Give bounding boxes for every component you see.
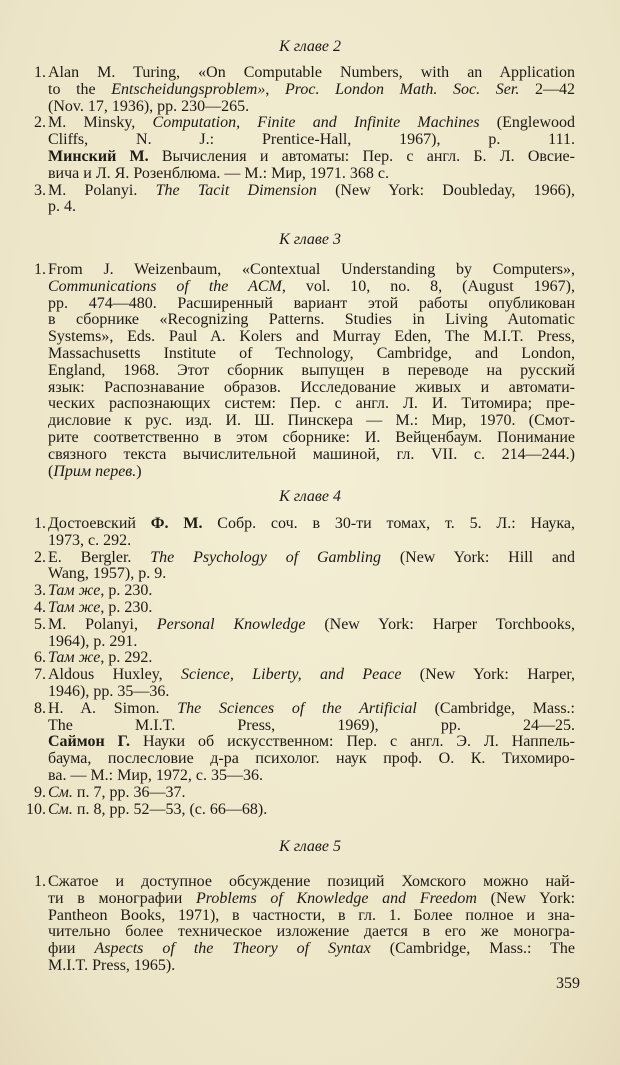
footnote [0, 262, 620, 480]
italic-text: Personal Knowledge [156, 615, 306, 633]
text-run: (Cambridge, Mass.: The [370, 940, 576, 958]
section-heading: К главе 3 [279, 231, 341, 248]
text-line [48, 924, 575, 941]
italic-text: Там же [48, 582, 101, 600]
italic-text: Там же [48, 598, 101, 616]
text-line [48, 166, 575, 183]
footnote [0, 874, 620, 975]
text-line [48, 329, 575, 346]
text-line [48, 684, 575, 701]
footnote-number: 4. [34, 598, 46, 616]
footnote [0, 516, 620, 550]
text-run: M. Polanyi, [48, 615, 157, 633]
text-run: Systems», Eds. Paul A. Kolers and Murray Eden, The M.I.T. Press, [48, 328, 575, 346]
text-line [48, 751, 575, 768]
text-line [48, 363, 575, 380]
text-run: фии [48, 940, 95, 958]
text-line [48, 65, 575, 82]
footnote-number: 1. [34, 515, 46, 532]
text-line [48, 199, 575, 216]
italic-text: Science, Liberty, and Peace [181, 666, 402, 684]
text-line [48, 82, 575, 99]
text-line [48, 550, 575, 567]
text-line [48, 262, 575, 279]
italic-text: Computation, Finite and Infinite Machines [152, 114, 480, 132]
text-run: 1964), p. 291. [48, 632, 138, 650]
text-line [48, 296, 575, 313]
text-run: Науки об искусственном: Пер. с англ. Э. Л. Наппель- [130, 733, 575, 751]
text-run: 1973, с. 292. [48, 531, 132, 549]
text-run: 2—42 [519, 80, 575, 98]
footnote [0, 600, 620, 617]
text-run: (New York: [477, 889, 576, 907]
footnote [0, 785, 620, 802]
footnote [0, 617, 620, 651]
footnote-number: 5. [34, 615, 46, 633]
footnote-number: 1. [34, 64, 46, 81]
text-line [48, 583, 575, 600]
footnote [0, 667, 620, 701]
text-line [48, 941, 575, 958]
italic-text: См. [48, 800, 73, 818]
text-run: (New York: Harper Torchbooks, [305, 615, 576, 633]
text-run: (New York: Doubleday, 1966), [316, 181, 575, 199]
footnote-number: 3. [34, 582, 46, 600]
italic-text: Proc. London Math. Soc. Ser. [284, 80, 520, 98]
text-run: язык: Распознавание образов. Исследование живых и автомати- [48, 378, 575, 396]
text-run: E. Bergler. [48, 548, 151, 566]
text-line [48, 396, 575, 413]
bold-text: Ф. М. [150, 515, 203, 532]
text-line [48, 802, 575, 819]
text-run: ) [136, 462, 142, 480]
text-line [48, 132, 575, 149]
text-line [48, 768, 575, 785]
text-run: вича и Л. Я. Розенблюма. — М.: Мир, 1971. 368 с. [48, 164, 389, 182]
text-run: Pantheon Books, 1971), в частности, в гл. 1. Более полное и зна- [48, 906, 575, 924]
text-line [48, 346, 575, 363]
text-run: pp. 474—480. Расширенный вариант этой работы опубликован [48, 294, 575, 312]
text-line [48, 734, 575, 751]
text-run: From J. Weizenbaum, «Contextual Understanding by Computers», [48, 261, 575, 278]
footnote [0, 65, 620, 115]
text-line [48, 600, 575, 617]
italic-text: Прим перев. [53, 462, 137, 480]
text-run: , [265, 80, 285, 98]
bold-text: Минский М. [48, 147, 149, 165]
footnote-number: 2. [34, 548, 46, 566]
text-run: , p. 230. [100, 598, 153, 616]
footnote-number: 1. [34, 261, 46, 278]
text-run: 1946), pp. 35—36. [48, 682, 170, 700]
footnote [0, 650, 620, 667]
text-line [48, 891, 575, 908]
footnote-number: 1. [34, 873, 46, 890]
text-line [48, 312, 575, 329]
text-line [48, 785, 575, 802]
text-run: p. 4. [48, 198, 76, 216]
text-run: (New York: Harper, [401, 666, 576, 684]
text-run: Alan M. Turing, «On Computable Numbers, with an Application [48, 64, 575, 81]
text-run: ческих распознающих систем: Пер. с англ. Л. И. Титомира; пре- [48, 395, 575, 413]
footnote-number: 2. [34, 114, 46, 132]
text-run: The M.I.T. Press, 1969), pp. 24—25. [48, 716, 575, 734]
text-line [48, 566, 575, 583]
italic-text: Entscheidungsproblem» [111, 80, 266, 98]
footnote-number: 6. [34, 649, 46, 667]
text-line [48, 958, 575, 975]
text-line [48, 183, 575, 200]
text-line [48, 667, 575, 684]
footnote-number: 10. [26, 800, 46, 818]
text-run: (Englewood [479, 114, 576, 132]
text-run: рите соответственно в этом сборнике: И. Вейценбаум. Понимание [48, 428, 575, 446]
text-run: ти в монографии [48, 889, 196, 907]
italic-text: См. [48, 783, 73, 801]
text-run: дисловие к рус. изд. И. Ш. Пинскера — М.: Мир, 1970. (Смот- [48, 412, 575, 430]
footnote-number: 9. [34, 783, 46, 801]
text-line [48, 701, 575, 718]
footnote [0, 802, 620, 819]
text-run: чительно более техническое изложение дается в его же моногра- [48, 923, 575, 941]
text-run: в сборнике «Recognizing Patterns. Studies in Living Automatic [48, 311, 575, 329]
text-run: п. 8, pp. 52—53, (с. 66—68). [72, 800, 268, 818]
text-line [48, 380, 575, 397]
text-line [48, 874, 575, 891]
text-run: H. A. Simon. [48, 699, 178, 717]
text-run: (Nov. 17, 1936), pp. 230—265. [48, 97, 250, 115]
italic-text: The Psychology of Gambling [150, 548, 381, 566]
footnote [0, 701, 620, 785]
section-heading: К главе 5 [279, 838, 341, 855]
text-line [48, 516, 575, 533]
footnote-number: 7. [34, 666, 46, 684]
text-run: , p. 230. [100, 582, 153, 600]
text-line [48, 430, 575, 447]
text-line [48, 149, 575, 166]
italic-text: Communications of the ACM [48, 277, 282, 295]
text-run: England, 1968. Этот сборник выпущен в переводе на русский [48, 361, 575, 379]
text-run: баума, послесловие д-ра психолог. наук проф. О. К. Тихомиро- [48, 750, 575, 768]
text-run: ва. — М.: Мир, 1972, с. 35—36. [48, 766, 264, 784]
text-line [48, 908, 575, 925]
text-line [48, 533, 575, 550]
text-run: Aldous Huxley, [48, 666, 182, 684]
text-run: п. 7, pp. 36—37. [72, 783, 186, 801]
footnote-number: 3. [34, 181, 46, 199]
text-run: M. Polanyi. [48, 181, 156, 199]
text-line [48, 650, 575, 667]
page-number: 359 [556, 975, 580, 992]
italic-text: Aspects of the Theory of Syntax [94, 940, 371, 958]
text-run: (Cambridge, Mass.: [416, 699, 575, 717]
section-heading: К главе 2 [279, 38, 341, 55]
text-run: Сжатое и доступное обсуждение позиций Хомского можно най- [48, 873, 575, 890]
text-run: , p. 292. [100, 649, 153, 667]
text-line [48, 634, 575, 651]
text-run: Собр. соч. в 30-ти томах, т. 5. Л.: Наука, [202, 515, 576, 532]
bold-text: Саймон Г. [48, 733, 130, 751]
italic-text: Там же [48, 649, 101, 667]
footnote [0, 183, 620, 217]
text-run: M.I.T. Press, 1965). [48, 956, 176, 974]
italic-text: Problems of Knowledge and Freedom [195, 889, 477, 907]
text-run: Достоевский [48, 515, 151, 532]
text-run: (New York: Hill and [380, 548, 576, 566]
footnote [0, 550, 620, 584]
section-heading: К главе 4 [279, 488, 341, 505]
italic-text: The Sciences of the Artificial [177, 699, 417, 717]
text-run: , vol. 10, no. 8, (August 1967), [281, 277, 576, 295]
text-run: to the [48, 80, 112, 98]
text-line [48, 279, 575, 296]
text-run: связного текста вычислительной машиной, гл. VII. с. 214—244.) [48, 445, 575, 463]
text-line [48, 718, 575, 735]
text-line [48, 464, 575, 481]
text-run: M. Minsky, [48, 114, 153, 132]
footnote [0, 115, 620, 182]
text-line [48, 617, 575, 634]
text-run: Cliffs, N. J.: Prentice-Hall, 1967), p. 111. [48, 131, 575, 149]
text-line [48, 413, 575, 430]
text-line [48, 115, 575, 132]
text-run: ( [48, 462, 54, 480]
text-run: Massachusetts Institute of Technology, Cambridge, and London, [48, 344, 575, 362]
text-line [48, 447, 575, 464]
text-run: Wang, 1957), p. 9. [48, 565, 167, 583]
text-run: Вычисления и автоматы: Пер. с англ. Б. Л. Овсие- [148, 147, 575, 165]
italic-text: The Tacit Dimension [155, 181, 317, 199]
footnote [0, 583, 620, 600]
text-line [48, 99, 575, 116]
footnote-number: 8. [34, 699, 46, 717]
